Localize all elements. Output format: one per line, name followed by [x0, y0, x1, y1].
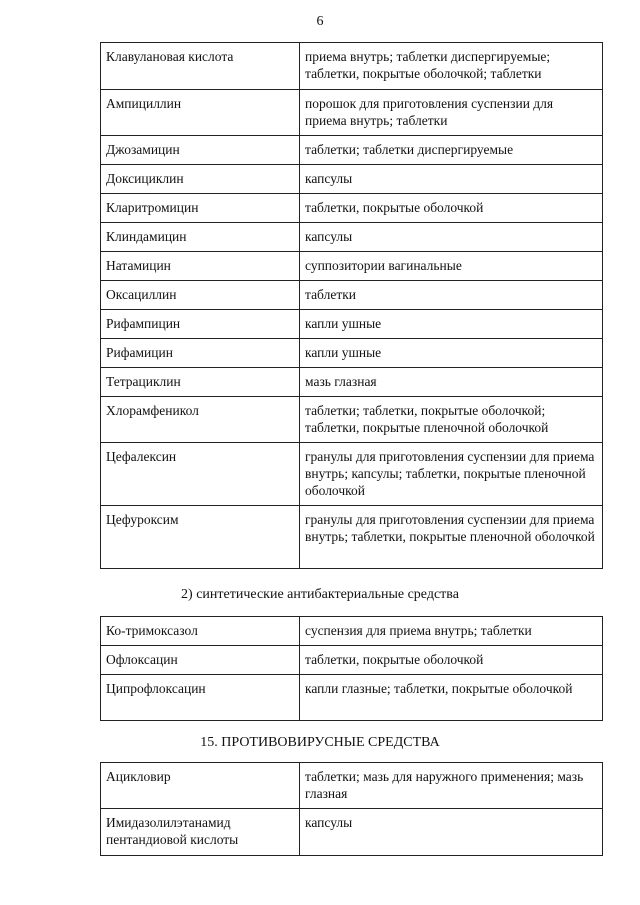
- table-row: [101, 310, 603, 339]
- table-row: [101, 443, 603, 506]
- table-row: [101, 43, 603, 90]
- drug-name-cell: Цефалексин: [101, 443, 300, 506]
- dosage-form-cell: гранулы для приготовления суспензии для приема внутрь; таблетки, покрытые пленочной оболочкой: [300, 506, 603, 569]
- table-row: [101, 809, 603, 856]
- table-row: [101, 617, 603, 646]
- dosage-form-cell: капсулы: [300, 809, 603, 856]
- drug-name-cell: Оксациллин: [101, 281, 300, 310]
- table-row: [101, 646, 603, 675]
- table-row: [101, 136, 603, 165]
- dosage-form-cell: таблетки, покрытые оболочкой: [300, 646, 603, 675]
- dosage-form-cell: суспензия для приема внутрь; таблетки: [300, 617, 603, 646]
- table-row: [101, 281, 603, 310]
- drug-name-cell: Клиндамицин: [101, 223, 300, 252]
- drug-name-cell: Ацикловир: [101, 763, 300, 809]
- dosage-form-cell: суппозитории вагинальные: [300, 252, 603, 281]
- dosage-form-cell: капли глазные; таблетки, покрытые оболочкой: [300, 675, 603, 721]
- drug-name-cell: Доксициклин: [101, 165, 300, 194]
- drug-name-cell: Джозамицин: [101, 136, 300, 165]
- drug-name-cell: Цефуроксим: [101, 506, 300, 569]
- page-number: 6: [316, 14, 324, 29]
- drug-name-cell: Хлорамфеникол: [101, 397, 300, 443]
- table-row: [101, 368, 603, 397]
- dosage-form-cell: таблетки; таблетки, покрытые оболочкой; таблетки, покрытые пленочной оболочкой: [300, 397, 603, 443]
- drug-name-cell: Ампициллин: [101, 90, 300, 136]
- antibacterial-table: [100, 42, 603, 569]
- dosage-form-cell: таблетки, покрытые оболочкой: [300, 194, 603, 223]
- subsection-heading: 2) синтетические антибактериальные средства: [181, 587, 459, 602]
- table-row: [101, 397, 603, 443]
- dosage-form-cell: таблетки; мазь для наружного применения; мазь глазная: [300, 763, 603, 809]
- dosage-form-cell: гранулы для приготовления суспензии для приема внутрь; капсулы; таблетки, покрытые пленочной оболочкой: [300, 443, 603, 506]
- section-heading: 15. ПРОТИВОВИРУСНЫЕ СРЕДСТВА: [200, 735, 440, 750]
- antiviral-table: [100, 762, 603, 856]
- drug-name-cell: Кларитромицин: [101, 194, 300, 223]
- dosage-form-cell: капсулы: [300, 223, 603, 252]
- table-row: [101, 675, 603, 721]
- table-row: [101, 223, 603, 252]
- drug-name-cell: Офлоксацин: [101, 646, 300, 675]
- drug-name-cell: Имидазолилэтанамид пентандиовой кислоты: [101, 809, 300, 856]
- dosage-form-cell: таблетки; таблетки диспергируемые: [300, 136, 603, 165]
- table-row: [101, 194, 603, 223]
- dosage-form-cell: порошок для приготовления суспензии для приема внутрь; таблетки: [300, 90, 603, 136]
- dosage-form-cell: мазь глазная: [300, 368, 603, 397]
- table-row: [101, 339, 603, 368]
- drug-name-cell: Тетрациклин: [101, 368, 300, 397]
- table-row: [101, 165, 603, 194]
- synthetic-antibacterial-table: [100, 616, 603, 721]
- dosage-form-cell: таблетки: [300, 281, 603, 310]
- table-row: [101, 90, 603, 136]
- dosage-form-cell: капли ушные: [300, 339, 603, 368]
- table-row: [101, 252, 603, 281]
- drug-name-cell: Рифамицин: [101, 339, 300, 368]
- dosage-form-cell: приема внутрь; таблетки диспергируемые; таблетки, покрытые оболочкой; таблетки: [300, 43, 603, 90]
- drug-name-cell: Ко-тримоксазол: [101, 617, 300, 646]
- table-row: [101, 763, 603, 809]
- drug-name-cell: Натамицин: [101, 252, 300, 281]
- table-row: [101, 506, 603, 569]
- dosage-form-cell: капсулы: [300, 165, 603, 194]
- drug-name-cell: Клавулановая кислота: [101, 43, 300, 90]
- drug-name-cell: Ципрофлоксацин: [101, 675, 300, 721]
- dosage-form-cell: капли ушные: [300, 310, 603, 339]
- drug-name-cell: Рифампицин: [101, 310, 300, 339]
